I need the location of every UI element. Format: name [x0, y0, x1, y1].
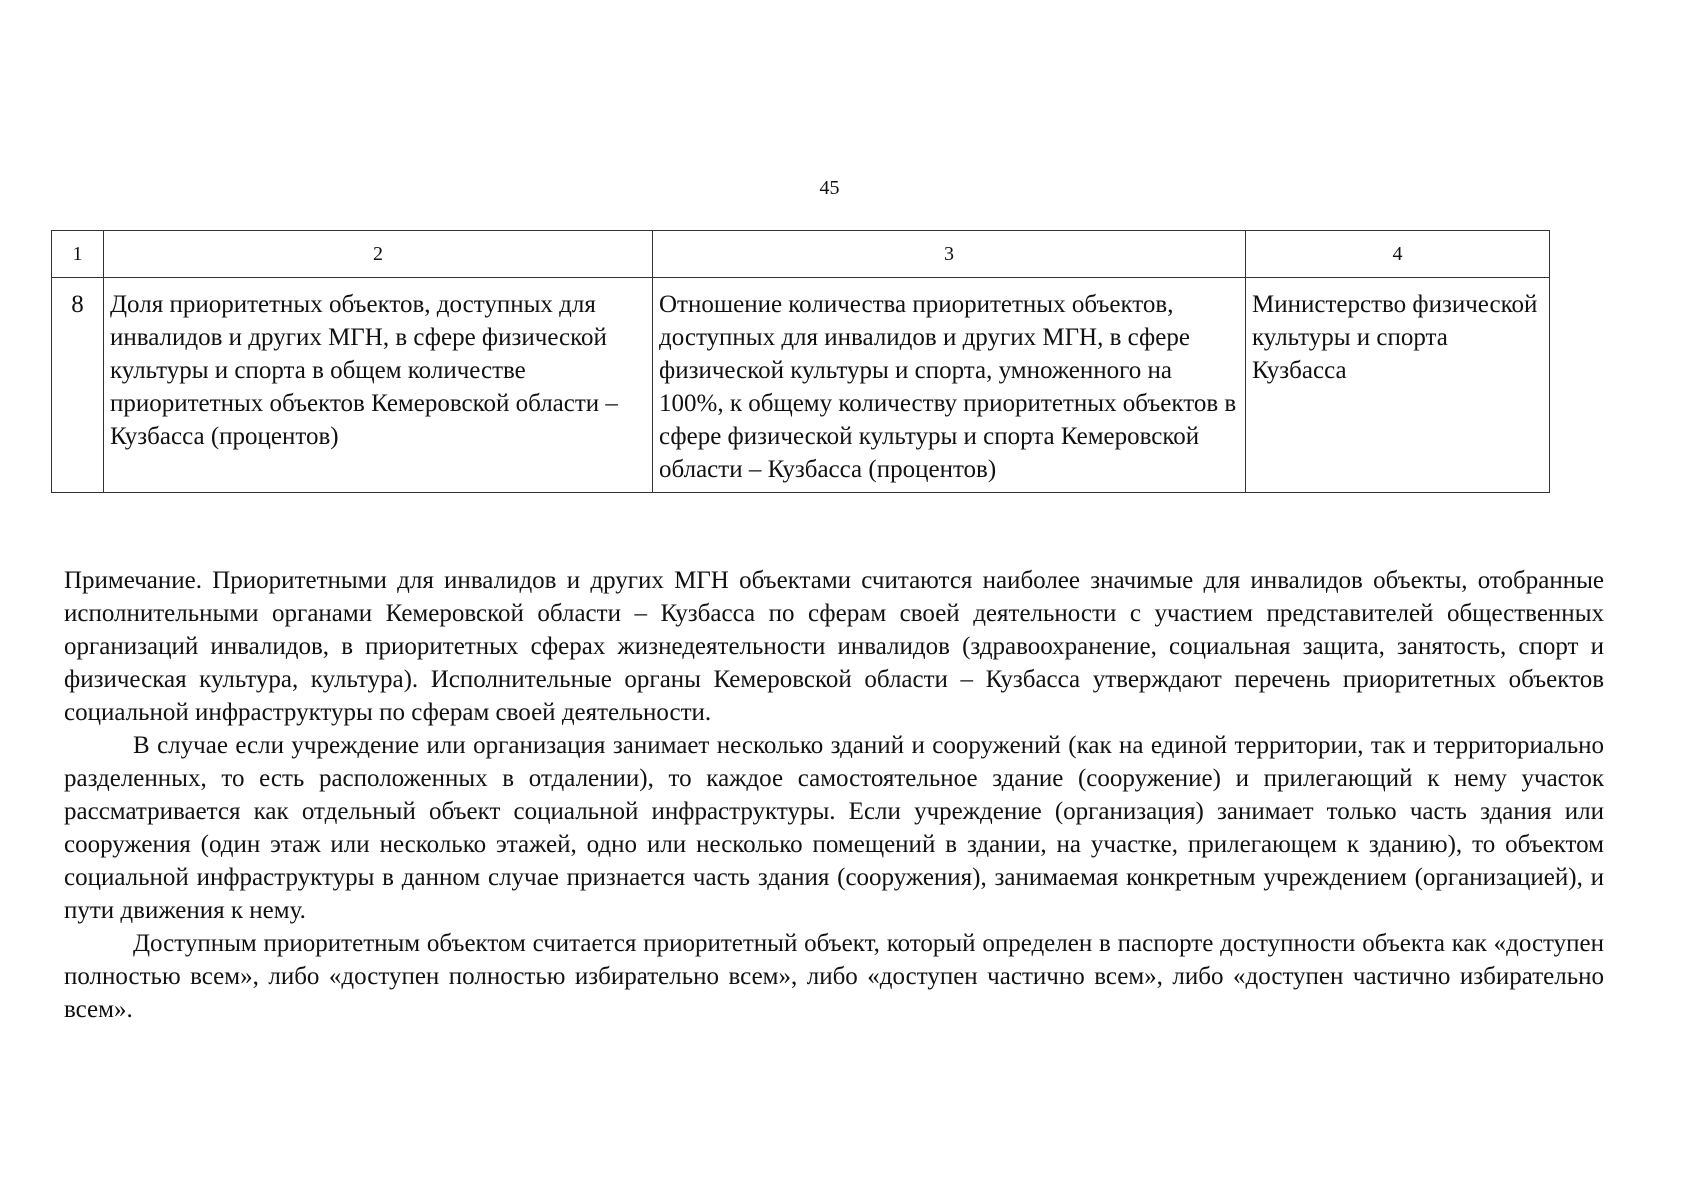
indicator-table — [51, 230, 1550, 493]
column-number-3: 3 — [653, 231, 1246, 278]
table-row — [52, 278, 1550, 493]
note-paragraph-3: Доступным приоритетным объектом считается приоритетный объект, который определен в паспорте доступности объекта как «доступен полностью всем», либо «доступен полностью избирательно всем», либо «доступен частично всем», либо «доступен частично избирательно всем». — [64, 930, 1604, 1023]
responsible-body-cell: Министерство физической культуры и спорта Кузбасса — [1246, 278, 1550, 493]
column-number-4: 4 — [1246, 231, 1550, 278]
note-paragraph-1: Примечание. Приоритетными для инвалидов и других МГН объектами считаются наиболее значимые для инвалидов объекты, отобранные исполнительными органами Кемеровской области – Кузбасса по сферам своей деятельности с участием представителей общественных организаций инвалидов, в приоритетных сферах жизнедеятельности инвалидов (здравоохранение, социальная защита, занятость, спорт и физическая культура, культура). Исполнительные органы Кемеровской области – Кузбасса утверждают перечень приоритетных объектов социальной инфраструктуры по сферам своей деятельности. — [64, 567, 1604, 726]
note-section — [64, 564, 1604, 1026]
indicator-name-cell: Доля приоритетных объектов, доступных для инвалидов и других МГН, в сфере физической культуры и спорта в общем количестве приоритетных объектов Кемеровской области – Кузбасса (процентов) — [104, 278, 653, 493]
column-number-2: 2 — [104, 231, 653, 278]
note-paragraph-2: В случае если учреждение или организация занимает несколько зданий и сооружений (как на единой территории, так и территориально разделенных, то есть расположенных в отдалении), то каждое самостоятельное здание (сооружение) и прилегающий к нему участок рассматривается как отдельный объект социальной инфраструктуры. Если учреждение (организация) занимает только часть здания или сооружения (один этаж или несколько этажей, одно или несколько помещений в здании, на участке, прилегающем к зданию), то объектом социальной инфраструктуры в данном случае признается часть здания (сооружения), занимаемая конкретным учреждением (организацией), и пути движения к нему. — [64, 732, 1604, 924]
table-header-row — [52, 231, 1550, 278]
calculation-method-cell: Отношение количества приоритетных объектов, доступных для инвалидов и других МГН, в сфере физической культуры и спорта, умноженного на 100%, к общему количеству приоритетных объектов в сфере физической культуры и спорта Кемеровской области – Кузбасса (процентов) — [653, 278, 1246, 493]
row-number-cell: 8 — [52, 278, 104, 493]
page-number: 45 — [819, 177, 840, 199]
column-number-1: 1 — [52, 231, 104, 278]
